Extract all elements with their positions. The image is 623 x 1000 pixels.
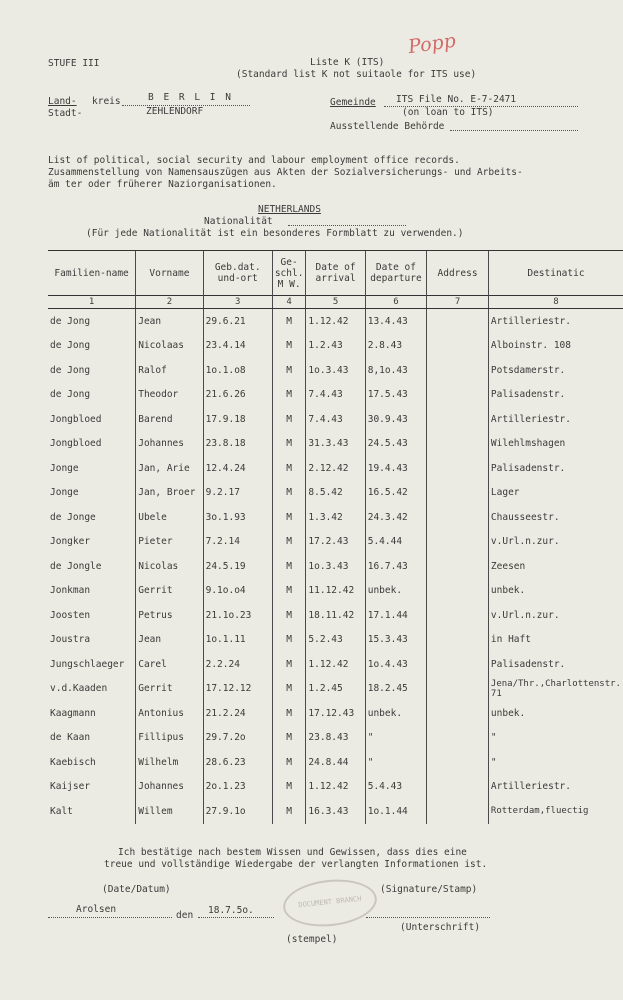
cell-address — [427, 505, 489, 530]
den-label: den — [176, 910, 194, 921]
cell-destination: Wilehlmshagen — [488, 432, 623, 457]
signature-label: (Signature/Stamp) — [380, 884, 478, 895]
description-line-3: äm ter oder früherer Naziorganisationen. — [48, 179, 277, 190]
col-header-address: Address — [427, 251, 489, 296]
cell-arrival-date: 31.3.43 — [306, 432, 365, 457]
cell-destination: Artilleriestr. — [488, 407, 623, 432]
cell-departure-date: 2.8.43 — [365, 334, 426, 359]
cell-address — [427, 579, 489, 604]
cell-address — [427, 652, 489, 677]
table-row — [48, 456, 623, 481]
col-number: 8 — [488, 296, 623, 309]
cell-sex: M — [272, 750, 306, 775]
nationality-dots — [288, 225, 406, 226]
cell-departure-date: 18.2.45 — [365, 677, 426, 702]
table-row — [48, 677, 623, 702]
table-header-row — [48, 251, 623, 296]
cell-address — [427, 358, 489, 383]
cell-arrival-date: 1.12.42 — [306, 309, 365, 334]
cell-arrival-date: 23.8.43 — [306, 726, 365, 751]
cell-address — [427, 334, 489, 359]
date-label: (Date/Datum) — [102, 884, 171, 895]
cell-firstname: Gerrit — [136, 579, 203, 604]
confirmation-line-1: Ich bestätige nach bestem Wissen und Gewissen, dass dies eine — [118, 847, 467, 858]
cell-birth-date: 1o.1.o8 — [203, 358, 272, 383]
cell-firstname: Jan, Arie — [136, 456, 203, 481]
gemeinde-label: Gemeinde — [330, 97, 376, 108]
date-value: 18.7.5o. — [208, 905, 254, 916]
cell-birth-date: 1o.1.11 — [203, 628, 272, 653]
cell-arrival-date: 7.4.43 — [306, 407, 365, 432]
cell-surname: Jongker — [50, 536, 91, 548]
cell-departure-date: unbek. — [365, 579, 426, 604]
cell-sex: M — [272, 334, 306, 359]
cell-arrival-date: 1o.3.43 — [306, 358, 365, 383]
behoerde-label: Ausstellende Behörde — [330, 121, 445, 132]
cell-destination: unbek. — [488, 701, 623, 726]
place-name: Arolsen — [76, 904, 117, 915]
cell-sex: M — [272, 530, 306, 555]
confirmation-line-2: treue und vollständige Wiedergabe der verlangten Informationen ist. — [104, 859, 488, 870]
cell-surname: Jonge — [50, 487, 79, 499]
cell-birth-date: 24.5.19 — [203, 554, 272, 579]
cell-destination: " — [488, 726, 623, 751]
land-label: Land- — [48, 96, 77, 107]
cell-departure-date: 15.3.43 — [365, 628, 426, 653]
cell-address — [427, 628, 489, 653]
cell-surname: v.d.Kaaden — [50, 683, 108, 695]
col-number: 2 — [136, 296, 203, 309]
faded-stamp: DOCUMENT BRANCH — [281, 875, 379, 931]
cell-surname: de Jonge — [50, 511, 96, 523]
cell-surname: de Jong — [50, 315, 91, 327]
cell-arrival-date: 16.3.43 — [306, 799, 365, 824]
cell-arrival-date: 1.3.42 — [306, 505, 365, 530]
file-number: ITS File No. E-7-2471 — [396, 94, 517, 105]
cell-birth-date: 9.2.17 — [203, 481, 272, 506]
cell-departure-date: " — [365, 750, 426, 775]
cell-address — [427, 701, 489, 726]
cell-firstname: Nicolas — [136, 554, 203, 579]
cell-sex: M — [272, 432, 306, 457]
cell-arrival-date: 1.2.43 — [306, 334, 365, 359]
cell-departure-date: 24.3.42 — [365, 505, 426, 530]
cell-destination: v.Url.n.zur. — [488, 603, 623, 628]
cell-firstname: Fillipus — [136, 726, 203, 751]
table-row — [48, 383, 623, 408]
table-row — [48, 481, 623, 506]
cell-departure-date: 24.5.43 — [365, 432, 426, 457]
description-line-2: Zusammenstellung von Namensauszügen aus Akten der Sozialversicherungs- und Arbeits- — [48, 167, 523, 178]
cell-destination: Palisadenstr. — [488, 652, 623, 677]
cell-sex: M — [272, 652, 306, 677]
cell-departure-date: 16.7.43 — [365, 554, 426, 579]
table-row — [48, 750, 623, 775]
cell-firstname: Petrus — [136, 603, 203, 628]
description-line-1: List of political, social security and labour employment office records. — [48, 155, 460, 166]
col-header-destination: Destinatic — [488, 251, 623, 296]
cell-birth-date: 28.6.23 — [203, 750, 272, 775]
cell-firstname: Pieter — [136, 530, 203, 555]
cell-arrival-date: 11.12.42 — [306, 579, 365, 604]
cell-arrival-date: 1.2.45 — [306, 677, 365, 702]
table-row — [48, 530, 623, 555]
cell-arrival-date: 7.4.43 — [306, 383, 365, 408]
cell-departure-date: 13.4.43 — [365, 309, 426, 334]
cell-destination: v.Url.n.zur. — [488, 530, 623, 555]
cell-departure-date: 8,1o.43 — [365, 358, 426, 383]
cell-birth-date: 21.6.26 — [203, 383, 272, 408]
cell-surname: Kaagmann — [50, 707, 96, 719]
col-number: 1 — [48, 296, 136, 309]
table-row — [48, 579, 623, 604]
signature-dots — [366, 917, 490, 918]
cell-firstname: Willem — [136, 799, 203, 824]
cell-address — [427, 603, 489, 628]
cell-arrival-date: 17.12.43 — [306, 701, 365, 726]
cell-sex: M — [272, 309, 306, 334]
table-row — [48, 358, 623, 383]
liste-title: Liste K (ITS) — [310, 57, 385, 68]
cell-departure-date: 17.5.43 — [365, 383, 426, 408]
table-row — [48, 799, 623, 824]
table-row — [48, 432, 623, 457]
cell-arrival-date: 18.11.42 — [306, 603, 365, 628]
cell-destination: Chausseestr. — [488, 505, 623, 530]
cell-destination: Palisadenstr. — [488, 383, 623, 408]
cell-arrival-date: 1.12.42 — [306, 652, 365, 677]
cell-surname: de Jongle — [50, 560, 102, 572]
cell-address — [427, 432, 489, 457]
cell-destination: unbek. — [488, 579, 623, 604]
cell-firstname: Jean — [136, 309, 203, 334]
cell-address — [427, 456, 489, 481]
cell-sex: M — [272, 579, 306, 604]
cell-arrival-date: 5.2.43 — [306, 628, 365, 653]
kreis-label: kreis — [92, 96, 121, 107]
cell-firstname: Theodor — [136, 383, 203, 408]
cell-arrival-date: 17.2.43 — [306, 530, 365, 555]
cell-surname: Jongbloed — [50, 438, 102, 450]
cell-departure-date: unbek. — [365, 701, 426, 726]
cell-address — [427, 530, 489, 555]
behoerde-dots — [450, 130, 578, 131]
cell-destination: " — [488, 750, 623, 775]
cell-destination: in Haft — [488, 628, 623, 653]
cell-firstname: Johannes — [136, 432, 203, 457]
cell-birth-date: 23.4.14 — [203, 334, 272, 359]
cell-departure-date: 16.5.42 — [365, 481, 426, 506]
stempel-label: (stempel) — [286, 934, 338, 945]
cell-firstname: Gerrit — [136, 677, 203, 702]
col-header-departure: Date of departure — [365, 251, 426, 296]
cell-address — [427, 554, 489, 579]
col-number: 7 — [427, 296, 489, 309]
table-row — [48, 701, 623, 726]
cell-departure-date: 19.4.43 — [365, 456, 426, 481]
cell-destination: Artilleriestr. — [488, 309, 623, 334]
nationality-label: Nationalität — [204, 216, 273, 227]
col-header-firstname: Vorname — [136, 251, 203, 296]
cell-arrival-date: 1.12.42 — [306, 775, 365, 800]
cell-sex: M — [272, 554, 306, 579]
cell-surname: de Jong — [50, 340, 91, 352]
cell-firstname: Barend — [136, 407, 203, 432]
cell-surname: Joustra — [50, 634, 91, 646]
cell-birth-date: 29.6.21 — [203, 309, 272, 334]
cell-firstname: Antonius — [136, 701, 203, 726]
table-row — [48, 334, 623, 359]
col-header-surname: Familien-name — [48, 251, 136, 296]
cell-surname: Kaebisch — [50, 756, 96, 768]
cell-surname: de Jong — [50, 364, 91, 376]
cell-arrival-date: 1o.3.43 — [306, 554, 365, 579]
cell-sex: M — [272, 775, 306, 800]
table-row — [48, 603, 623, 628]
cell-sex: M — [272, 603, 306, 628]
stufe-label: STUFE III — [48, 58, 100, 69]
cell-destination: Palisadenstr. — [488, 456, 623, 481]
cell-sex: M — [272, 677, 306, 702]
cell-arrival-date: 8.5.42 — [306, 481, 365, 506]
cell-birth-date: 21.2.24 — [203, 701, 272, 726]
cell-birth-date: 2.2.24 — [203, 652, 272, 677]
cell-surname: de Kaan — [50, 732, 91, 744]
cell-firstname: Jean — [136, 628, 203, 653]
cell-birth-date: 17.12.12 — [203, 677, 272, 702]
nationality-note: (Für jede Nationalität ist ein besonderes Formblatt zu verwenden.) — [86, 228, 464, 239]
cell-address — [427, 481, 489, 506]
cell-destination: Alboinstr. 108 — [488, 334, 623, 359]
cell-sex: M — [272, 358, 306, 383]
cell-destination: Lager — [488, 481, 623, 506]
cell-sex: M — [272, 726, 306, 751]
table-row — [48, 309, 623, 334]
table-row — [48, 775, 623, 800]
cell-birth-date: 27.9.1o — [203, 799, 272, 824]
cell-firstname: Ubele — [136, 505, 203, 530]
stadt-label: Stadt- — [48, 108, 83, 119]
liste-note: (Standard list K not suitaole for ITS use) — [236, 69, 477, 80]
district-name: ZEHLENDORF — [146, 106, 204, 117]
cell-birth-date: 21.1o.23 — [203, 603, 272, 628]
cell-surname: Jungschlaeger — [50, 658, 125, 670]
cell-address — [427, 677, 489, 702]
cell-departure-date: 5.4.44 — [365, 530, 426, 555]
cell-sex: M — [272, 456, 306, 481]
cell-sex: M — [272, 628, 306, 653]
cell-departure-date: 5.4.43 — [365, 775, 426, 800]
date-dots — [198, 917, 274, 918]
col-number: 4 — [272, 296, 306, 309]
cell-sex: M — [272, 407, 306, 432]
place-dots — [48, 917, 172, 918]
cell-surname: Kalt — [50, 805, 73, 817]
cell-surname: Jonkman — [50, 585, 91, 597]
cell-birth-date: 17.9.18 — [203, 407, 272, 432]
cell-arrival-date: 24.8.44 — [306, 750, 365, 775]
col-number: 6 — [365, 296, 426, 309]
cell-destination: Rotterdam,fluectig — [488, 799, 623, 824]
col-number: 3 — [203, 296, 272, 309]
cell-firstname: Jan, Broer — [136, 481, 203, 506]
cell-birth-date: 3o.1.93 — [203, 505, 272, 530]
cell-address — [427, 726, 489, 751]
cell-birth-date: 2o.1.23 — [203, 775, 272, 800]
handwritten-mark: Popp — [406, 29, 458, 59]
cell-birth-date: 23.8.18 — [203, 432, 272, 457]
cell-sex: M — [272, 481, 306, 506]
table-number-row — [48, 296, 623, 309]
cell-surname: Jongbloed — [50, 413, 102, 425]
col-number: 5 — [306, 296, 365, 309]
col-header-sex: Ge-schl. M W. — [272, 251, 306, 296]
cell-firstname: Nicolaas — [136, 334, 203, 359]
cell-address — [427, 407, 489, 432]
cell-departure-date: 30.9.43 — [365, 407, 426, 432]
cell-address — [427, 750, 489, 775]
cell-firstname: Wilhelm — [136, 750, 203, 775]
cell-address — [427, 383, 489, 408]
table-row — [48, 505, 623, 530]
col-header-birth: Geb.dat. und-ort — [203, 251, 272, 296]
cell-birth-date: 9.1o.o4 — [203, 579, 272, 604]
cell-destination: Zeesen — [488, 554, 623, 579]
cell-sex: M — [272, 799, 306, 824]
table-row — [48, 407, 623, 432]
cell-address — [427, 775, 489, 800]
cell-firstname: Ralof — [136, 358, 203, 383]
cell-departure-date: 1o.1.44 — [365, 799, 426, 824]
cell-destination: Potsdamerstr. — [488, 358, 623, 383]
col-header-arrival: Date of arrival — [306, 251, 365, 296]
cell-surname: Jonge — [50, 462, 79, 474]
cell-birth-date: 29.7.2o — [203, 726, 272, 751]
cell-sex: M — [272, 383, 306, 408]
cell-birth-date: 12.4.24 — [203, 456, 272, 481]
cell-surname: Joosten — [50, 609, 91, 621]
cell-destination: Jena/Thr.,Charlottenstr. 71 — [488, 677, 623, 702]
cell-surname: Kaijser — [50, 781, 91, 793]
loan-note: (on loan to ITS) — [402, 107, 494, 118]
cell-address — [427, 799, 489, 824]
records-table — [48, 250, 623, 824]
cell-departure-date: 17.1.44 — [365, 603, 426, 628]
unterschrift-label: (Unterschrift) — [400, 922, 481, 933]
cell-firstname: Johannes — [136, 775, 203, 800]
nationality-value: NETHERLANDS — [258, 204, 321, 215]
table-row — [48, 628, 623, 653]
table-row — [48, 554, 623, 579]
cell-birth-date: 7.2.14 — [203, 530, 272, 555]
cell-departure-date: 1o.4.43 — [365, 652, 426, 677]
table-row — [48, 726, 623, 751]
cell-sex: M — [272, 505, 306, 530]
cell-departure-date: " — [365, 726, 426, 751]
cell-firstname: Carel — [136, 652, 203, 677]
cell-address — [427, 309, 489, 334]
cell-destination: Artilleriestr. — [488, 775, 623, 800]
city-name: B E R L I N — [148, 92, 233, 103]
cell-arrival-date: 2.12.42 — [306, 456, 365, 481]
cell-sex: M — [272, 701, 306, 726]
table-row — [48, 652, 623, 677]
cell-surname: de Jong — [50, 389, 91, 401]
